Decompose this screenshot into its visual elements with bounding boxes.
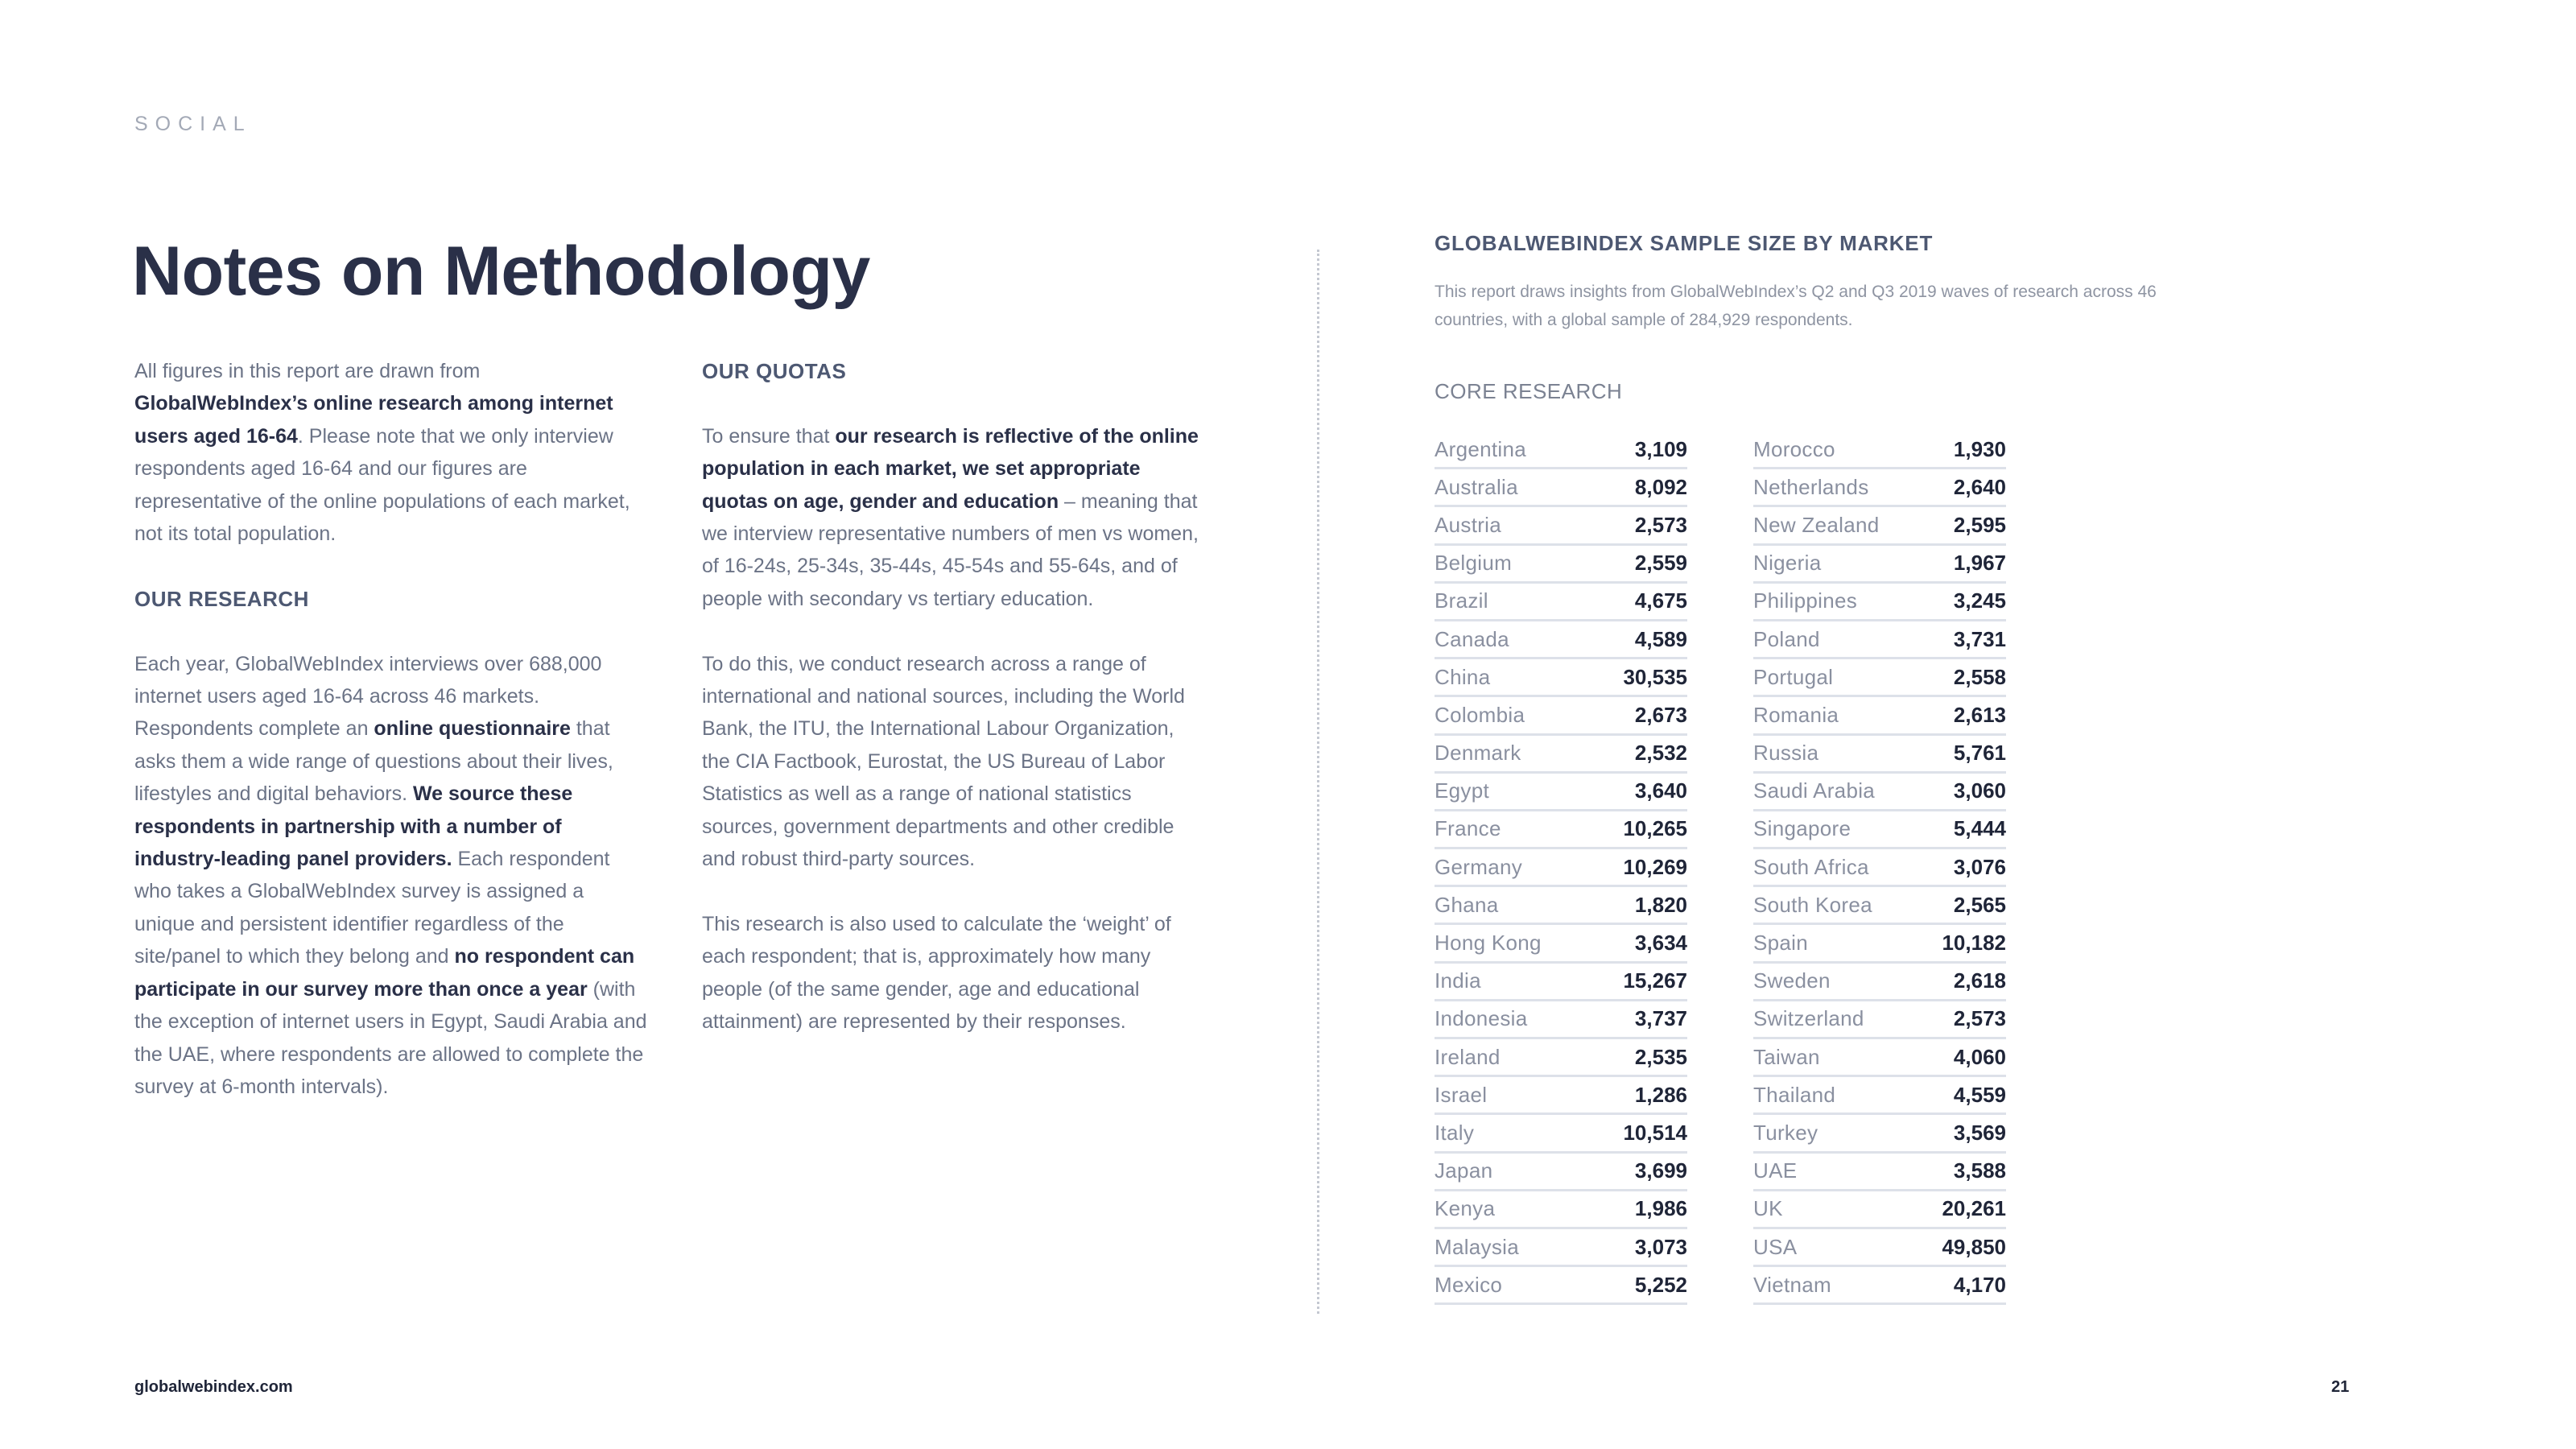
table-row xyxy=(1753,659,2006,697)
weight-paragraph: This research is also used to calculate the ‘weight’ of each respondent; that is, approximately how many people (of the same gender, age and educational attainment) are represented by their responses. xyxy=(702,912,1171,1034)
sample-size-value: 3,569 xyxy=(1953,1120,2006,1145)
market-name: Kenya xyxy=(1435,1196,1496,1221)
section-label: SOCIAL xyxy=(134,113,252,135)
market-name: Germany xyxy=(1435,854,1523,879)
market-name: Vietnam xyxy=(1753,1272,1832,1297)
table-row xyxy=(1435,964,1687,1001)
sample-size-value: 3,060 xyxy=(1953,778,2006,803)
table-row xyxy=(1753,887,2006,925)
market-name: France xyxy=(1435,816,1501,841)
market-name: Spain xyxy=(1753,931,1808,956)
table-row xyxy=(1753,507,2006,545)
table-row xyxy=(1753,1267,2006,1305)
core-research-label: CORE RESEARCH xyxy=(1435,379,1623,403)
sample-size-value: 2,573 xyxy=(1953,1006,2006,1031)
sample-size-value: 2,558 xyxy=(1953,664,2006,689)
table-row xyxy=(1435,811,1687,849)
table-row xyxy=(1435,1001,1687,1039)
market-name: Ireland xyxy=(1435,1044,1501,1069)
table-row xyxy=(1435,925,1687,963)
market-name: China xyxy=(1435,664,1491,689)
sample-size-value: 3,640 xyxy=(1634,778,1687,803)
research-text-3: Each respondent who takes a GlobalWebIndex survey is assigned a unique and persistent identifier regardless of the site/panel to which they belong and xyxy=(134,848,610,968)
sample-size-value: 3,073 xyxy=(1634,1234,1687,1259)
table-row xyxy=(1435,584,1687,621)
table-row xyxy=(1753,1229,2006,1267)
market-name: Singapore xyxy=(1753,816,1852,841)
sample-size-value: 2,573 xyxy=(1634,512,1687,537)
sample-description: This report draws insights from GlobalWebIndex’s Q2 and Q3 2019 waves of research across 46 countries, with a global sample of 284,929 respondents. xyxy=(1435,283,2157,329)
sample-size-value: 30,535 xyxy=(1623,664,1687,689)
market-name: Australia xyxy=(1435,474,1518,499)
sample-size-value: 2,640 xyxy=(1953,474,2006,499)
sample-size-value: 2,535 xyxy=(1634,1044,1687,1069)
research-text-1: Each year, GlobalWebIndex interviews over 688,000 internet users aged 16-64 across 46 markets. Respondents complete an xyxy=(134,652,602,741)
market-name: Sweden xyxy=(1753,968,1831,993)
sample-size-value: 3,699 xyxy=(1634,1158,1687,1183)
table-row xyxy=(1753,1039,2006,1077)
table-row xyxy=(1435,1267,1687,1305)
intro-bold-1: GlobalWebIndex’s online research among internet users aged 16-64 xyxy=(134,392,613,448)
quotas-text-2: – meaning that we interview representative numbers of men vs women, of 16-24s, 25-34s, 35-44s, 45-54s and 55-64s, and of people with secondary vs tertiary education. xyxy=(702,489,1199,610)
table-row xyxy=(1753,584,2006,621)
footer-url[interactable]: globalwebindex.com xyxy=(134,1378,293,1396)
market-name: Turkey xyxy=(1753,1120,1818,1145)
our-research-heading: OUR RESEARCH xyxy=(134,586,309,611)
sample-size-value: 10,514 xyxy=(1623,1120,1687,1145)
table-row xyxy=(1435,659,1687,697)
market-name: Philippines xyxy=(1753,588,1858,613)
dotted-divider xyxy=(1317,250,1319,1314)
table-row xyxy=(1435,1039,1687,1077)
table-row xyxy=(1753,621,2006,659)
table-row xyxy=(1435,1229,1687,1267)
our-quotas-heading: OUR QUOTAS xyxy=(702,359,847,383)
market-name: Egypt xyxy=(1435,778,1489,803)
sample-size-value: 8,092 xyxy=(1634,474,1687,499)
sample-size-value: 3,731 xyxy=(1953,626,2006,651)
sample-size-value: 4,675 xyxy=(1634,588,1687,613)
table-row xyxy=(1753,774,2006,811)
market-name: Ghana xyxy=(1435,892,1499,917)
sample-size-value: 10,182 xyxy=(1942,931,2006,956)
market-name: Hong Kong xyxy=(1435,931,1542,956)
sample-size-value: 2,595 xyxy=(1953,512,2006,537)
left-column xyxy=(134,355,650,1103)
market-name: Malaysia xyxy=(1435,1234,1519,1259)
sample-size-value: 5,252 xyxy=(1634,1272,1687,1297)
market-name: Italy xyxy=(1435,1120,1475,1145)
table-row xyxy=(1435,507,1687,545)
table-row xyxy=(1435,887,1687,925)
sample-size-value: 3,588 xyxy=(1953,1158,2006,1183)
market-name: Taiwan xyxy=(1753,1044,1820,1069)
table-row xyxy=(1435,774,1687,811)
page-title: Notes on Methodology xyxy=(132,233,870,310)
sample-size-heading: GLOBALWEBINDEX SAMPLE SIZE BY MARKET xyxy=(1435,231,1934,255)
sample-size-value: 3,245 xyxy=(1953,588,2006,613)
sample-size-value: 49,850 xyxy=(1942,1234,2006,1259)
table-row xyxy=(1435,1115,1687,1153)
sample-size-value: 2,618 xyxy=(1953,968,2006,993)
table-row xyxy=(1435,1191,1687,1229)
market-name: Denmark xyxy=(1435,741,1521,766)
research-bold-1: online questionnaire xyxy=(374,717,571,741)
sources-paragraph: To do this, we conduct research across a range of international and national sources, including the World Bank, the ITU, the International Labour Organization, the CIA Factbook, Eurostat, the US Bureau of Labor Statistics as well as a range of national statistics sources, government departments and other credible and robust third-party sources. xyxy=(702,652,1185,871)
research-text-4: (with the exception of internet users in Egypt, Saudi Arabia and the UAE, where respondents are allowed to complete the survey at 6-month intervals). xyxy=(134,977,647,1098)
market-name: Morocco xyxy=(1753,436,1835,461)
sample-size-value: 4,060 xyxy=(1953,1044,2006,1069)
market-name: South Africa xyxy=(1753,854,1869,879)
sample-size-value: 1,986 xyxy=(1634,1196,1687,1221)
market-name: Saudi Arabia xyxy=(1753,778,1876,803)
sample-size-value: 1,930 xyxy=(1953,436,2006,461)
table-row xyxy=(1753,1115,2006,1153)
sample-size-value: 15,267 xyxy=(1623,968,1687,993)
table-row xyxy=(1435,469,1687,507)
market-name: Russia xyxy=(1753,741,1819,766)
market-name: Canada xyxy=(1435,626,1509,651)
table-row xyxy=(1753,1191,2006,1229)
sample-size-value: 1,820 xyxy=(1634,892,1687,917)
sample-size-value: 1,286 xyxy=(1634,1082,1687,1107)
market-name: Japan xyxy=(1435,1158,1493,1183)
sample-size-value: 2,532 xyxy=(1634,741,1687,766)
sample-size-value: 2,613 xyxy=(1953,702,2006,727)
table-row xyxy=(1435,697,1687,735)
table-row xyxy=(1435,431,1687,469)
market-name: New Zealand xyxy=(1753,512,1880,537)
quotas-text-1: To ensure that xyxy=(702,424,836,448)
intro-paragraph xyxy=(134,355,650,550)
market-name: Indonesia xyxy=(1435,1006,1528,1031)
research-bold-2: We source these respondents in partnership with a number of industry-leading panel providers. xyxy=(134,782,573,871)
market-name: Mexico xyxy=(1435,1272,1503,1297)
table-row xyxy=(1753,736,2006,774)
sample-size-value: 20,261 xyxy=(1942,1196,2006,1221)
table-row xyxy=(1435,621,1687,659)
sample-size-value: 2,559 xyxy=(1634,551,1687,576)
market-name: Poland xyxy=(1753,626,1820,651)
sample-size-value: 5,444 xyxy=(1953,816,2006,841)
quotas-bold-1: our research is reflective of the online population in each market, we set appropriate quotas on age, gender and education xyxy=(702,424,1199,513)
table-row xyxy=(1753,964,2006,1001)
research-bold-3: no respondent can participate in our survey more than once a year xyxy=(134,945,635,1001)
middle-column xyxy=(702,355,1201,1038)
table-row xyxy=(1753,849,2006,887)
sample-size-value: 4,170 xyxy=(1953,1272,2006,1297)
table-row xyxy=(1753,925,2006,963)
research-paragraph xyxy=(134,648,650,1104)
market-name: Portugal xyxy=(1753,664,1834,689)
market-table-right xyxy=(1753,431,2006,1305)
market-name: Colombia xyxy=(1435,702,1525,727)
intro-text-1: All figures in this report are drawn from xyxy=(134,360,481,382)
sample-size-value: 5,761 xyxy=(1953,741,2006,766)
market-name: South Korea xyxy=(1753,892,1872,917)
table-row xyxy=(1435,849,1687,887)
sample-size-value: 10,269 xyxy=(1623,854,1687,879)
table-row xyxy=(1753,811,2006,849)
sample-size-value: 1,967 xyxy=(1953,551,2006,576)
sample-size-value: 2,673 xyxy=(1634,702,1687,727)
table-row xyxy=(1753,546,2006,584)
table-row xyxy=(1435,736,1687,774)
market-name: Switzerland xyxy=(1753,1006,1864,1031)
market-name: Argentina xyxy=(1435,436,1526,461)
sample-size-value: 2,565 xyxy=(1953,892,2006,917)
table-row xyxy=(1753,1154,2006,1191)
market-name: Austria xyxy=(1435,512,1502,537)
sample-size-value: 3,076 xyxy=(1953,854,2006,879)
table-row xyxy=(1435,1154,1687,1191)
sample-size-value: 4,559 xyxy=(1953,1082,2006,1107)
market-name: India xyxy=(1435,968,1481,993)
market-name: Nigeria xyxy=(1753,551,1822,576)
research-text-2: that asks them a wide range of questions about their lives, lifestyles and digital behaviors. xyxy=(134,717,613,806)
table-row xyxy=(1753,469,2006,507)
quotas-paragraph xyxy=(702,420,1201,615)
market-name: Belgium xyxy=(1435,551,1513,576)
market-name: Israel xyxy=(1435,1082,1488,1107)
market-name: UAE xyxy=(1753,1158,1798,1183)
sample-size-value: 3,109 xyxy=(1634,436,1687,461)
market-table-left xyxy=(1435,431,1687,1305)
sample-size-value: 4,589 xyxy=(1634,626,1687,651)
market-name: Romania xyxy=(1753,702,1839,727)
sample-size-value: 10,265 xyxy=(1623,816,1687,841)
market-name: Netherlands xyxy=(1753,474,1869,499)
table-row xyxy=(1753,697,2006,735)
sample-size-value: 3,634 xyxy=(1634,931,1687,956)
table-row xyxy=(1753,1001,2006,1039)
market-name: Brazil xyxy=(1435,588,1488,613)
table-row xyxy=(1753,431,2006,469)
intro-text-2: . Please note that we only interview respondents aged 16-64 and our figures are representative of the online populations of each market, not its total population. xyxy=(134,424,630,546)
market-name: UK xyxy=(1753,1196,1783,1221)
market-name: Thailand xyxy=(1753,1082,1836,1107)
page-number: 21 xyxy=(2331,1378,2350,1396)
table-row xyxy=(1435,546,1687,584)
sample-size-value: 3,737 xyxy=(1634,1006,1687,1031)
table-row xyxy=(1435,1077,1687,1115)
market-name: USA xyxy=(1753,1234,1798,1259)
table-row xyxy=(1753,1077,2006,1115)
